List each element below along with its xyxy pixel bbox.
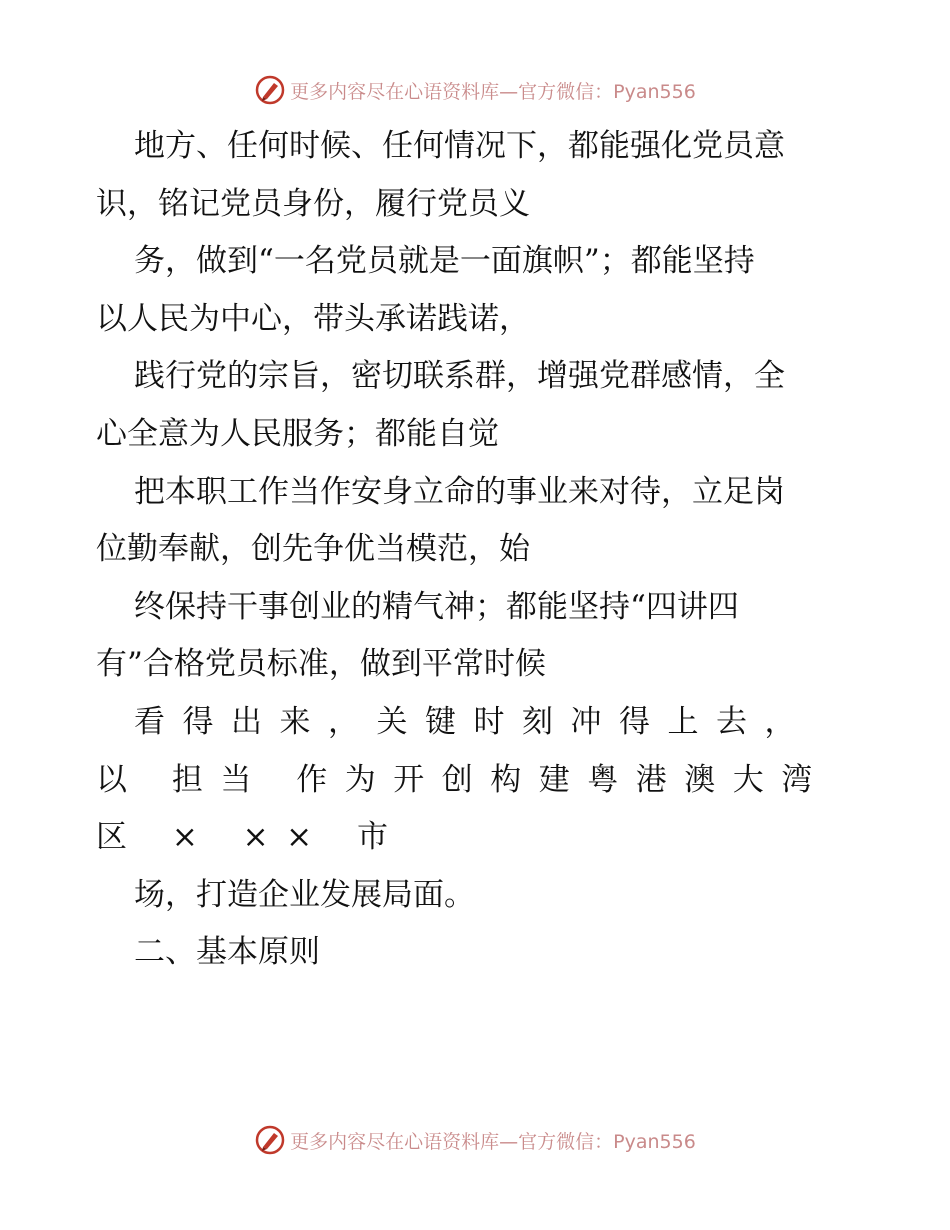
text-line-5: 践行党的宗旨，密切联系群，增强党群感情，全 xyxy=(134,358,785,395)
text-line-10: 有”合格党员标准，做到平常时候 xyxy=(96,646,546,683)
text-line-2: 识，铭记党员身份，履行党员义 xyxy=(96,185,530,222)
pen-logo-icon xyxy=(254,1124,286,1156)
header-banner-text: 更多内容尽在心语资料库—官方微信：Pyan556 xyxy=(290,80,696,103)
section-heading: 二、基本原则 xyxy=(134,934,320,971)
header-banner xyxy=(0,72,950,108)
text-line-4: 以人民为中心，带头承诺践诺， xyxy=(96,300,530,337)
footer-banner-text: 更多内容尽在心语资料库—官方微信：Pyan556 xyxy=(290,1130,696,1153)
text-line-3: 务，做到“一名党员就是一面旗帜”；都能坚持 xyxy=(134,243,755,280)
footer-banner xyxy=(0,1122,950,1158)
document-body xyxy=(96,118,856,982)
text-line-12: 以 担当 作为开创构建粤港澳大湾 xyxy=(96,761,830,798)
text-line-13: 区 × ×× 市 xyxy=(96,819,406,856)
pen-logo-icon xyxy=(254,74,286,106)
text-line-8: 位勤奉献，创先争优当模范，始 xyxy=(96,531,530,568)
text-line-7: 把本职工作当作安身立命的事业来对待，立足岗 xyxy=(134,473,785,510)
text-line-14: 场，打造企业发展局面。 xyxy=(134,876,475,913)
text-line-9: 终保持干事创业的精气神；都能坚持“四讲四 xyxy=(134,588,739,625)
text-line-11: 看得出来，关键时刻冲得上去， xyxy=(134,703,813,740)
text-line-6: 心全意为人民服务；都能自觉 xyxy=(96,415,499,452)
text-line-1: 地方、任何时候、任何情况下，都能强化党员意 xyxy=(134,128,785,164)
